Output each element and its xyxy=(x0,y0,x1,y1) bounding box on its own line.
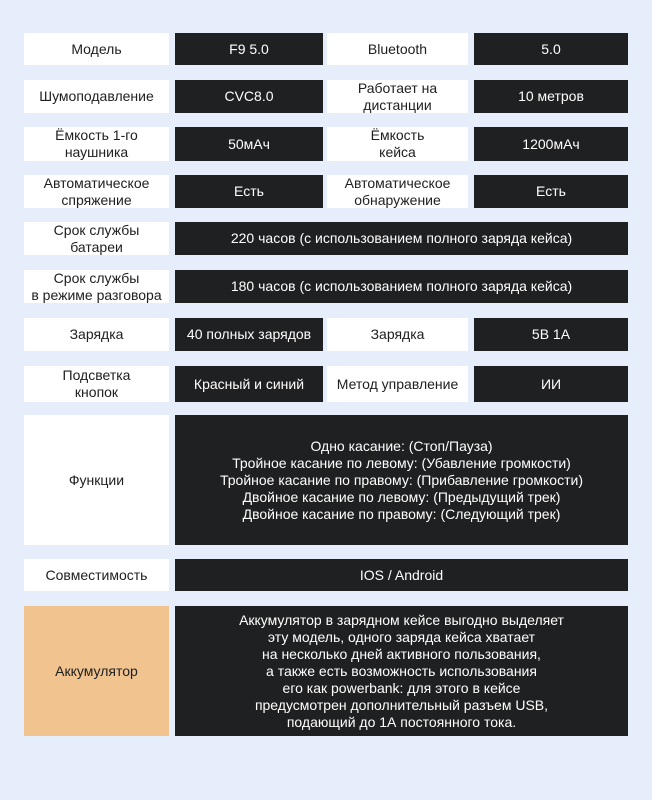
functions-line: Двойное касание по левому: (Предыдущий трек) xyxy=(242,488,561,505)
noise-cancel-label: Шумоподавление xyxy=(24,80,169,113)
case-capacity-label xyxy=(327,127,468,161)
backlight-value: Красный и синий xyxy=(175,366,323,402)
battery-life-label xyxy=(24,222,169,255)
auto-pair-label xyxy=(24,175,169,208)
functions-value xyxy=(175,415,628,545)
talk-life-value: 180 часов (с использованием полного заряда кейса) xyxy=(175,270,628,303)
range-value: 10 метров xyxy=(474,80,628,113)
backlight-label-line-1: Подсветка xyxy=(62,367,131,383)
backlight-label-line-2: кнопок xyxy=(74,384,119,400)
battery-life-label-line-1: Срок службы xyxy=(53,221,140,238)
talk-life-label xyxy=(24,270,169,303)
battery-line: его как powerbank: для этого в кейсе xyxy=(282,679,521,696)
functions-line: Одно касание: (Стоп/Пауза) xyxy=(310,437,493,454)
compatibility-label: Совместимость xyxy=(24,559,169,591)
auto-detect-label xyxy=(327,175,468,208)
battery-label: Аккумулятор xyxy=(24,606,169,736)
case-capacity-label-line-1: Ёмкость xyxy=(370,127,425,143)
battery-line: эту модель, одного заряда кейса хватает xyxy=(267,628,536,645)
model-label: Модель xyxy=(24,33,169,65)
earbud-capacity-label-line-2: наушника xyxy=(64,144,129,160)
model-value: F9 5.0 xyxy=(175,33,323,65)
battery-line: Аккумулятор в зарядном кейсе выгодно выделяет xyxy=(239,611,564,628)
battery-description xyxy=(175,606,628,736)
battery-line: на несколько дней активного пользования, xyxy=(262,645,541,662)
auto-detect-label-line-1: Автоматическое xyxy=(344,174,451,191)
backlight-label xyxy=(24,366,169,402)
talk-life-label-line-1: Срок службы xyxy=(53,269,140,286)
charging-label: Зарядка xyxy=(24,318,169,351)
case-capacity-value: 1200мАч xyxy=(474,127,628,161)
auto-pair-value: Есть xyxy=(175,175,323,208)
charging-power-value: 5В 1А xyxy=(474,318,628,351)
range-label xyxy=(327,80,468,113)
functions-line: Тройное касание по правому: (Прибавление громкости) xyxy=(219,471,583,488)
battery-life-label-line-2: батареи xyxy=(70,238,123,255)
charging-value: 40 полных зарядов xyxy=(175,318,323,351)
functions-label: Функции xyxy=(24,415,169,545)
earbud-capacity-label-line-1: Ёмкость 1-го xyxy=(55,127,138,143)
talk-life-label-line-2: в режиме разговора xyxy=(31,286,162,303)
battery-line: подающий до 1А постоянного тока. xyxy=(286,713,517,730)
control-method-value: ИИ xyxy=(474,366,628,402)
earbud-capacity-label xyxy=(24,127,169,161)
control-method-label: Метод управление xyxy=(327,366,468,402)
auto-detect-label-line-2: обнаружение xyxy=(354,191,441,208)
bluetooth-label: Bluetooth xyxy=(327,33,468,65)
auto-pair-label-line-1: Автоматическое xyxy=(43,174,150,191)
functions-line: Двойное касание по правому: (Следующий трек) xyxy=(242,505,561,522)
auto-detect-value: Есть xyxy=(474,175,628,208)
case-capacity-label-line-2: кейса xyxy=(379,144,416,160)
battery-line: предусмотрен дополнительный разъем USB, xyxy=(254,696,549,713)
bluetooth-value: 5.0 xyxy=(474,33,628,65)
battery-life-value: 220 часов (с использованием полного заряда кейса) xyxy=(175,222,628,255)
battery-line: а также есть возможность использования xyxy=(266,662,537,679)
charging-power-label: Зарядка xyxy=(327,318,468,351)
noise-cancel-value: CVC8.0 xyxy=(175,80,323,113)
functions-line: Тройное касание по левому: (Убавление громкости) xyxy=(232,454,571,471)
auto-pair-label-line-2: спряжение xyxy=(61,191,132,208)
range-label-line-2: дистанции xyxy=(363,96,432,113)
range-label-line-1: Работает на xyxy=(357,79,438,96)
earbud-capacity-value: 50мАч xyxy=(175,127,323,161)
compatibility-value: IOS / Android xyxy=(175,559,628,591)
